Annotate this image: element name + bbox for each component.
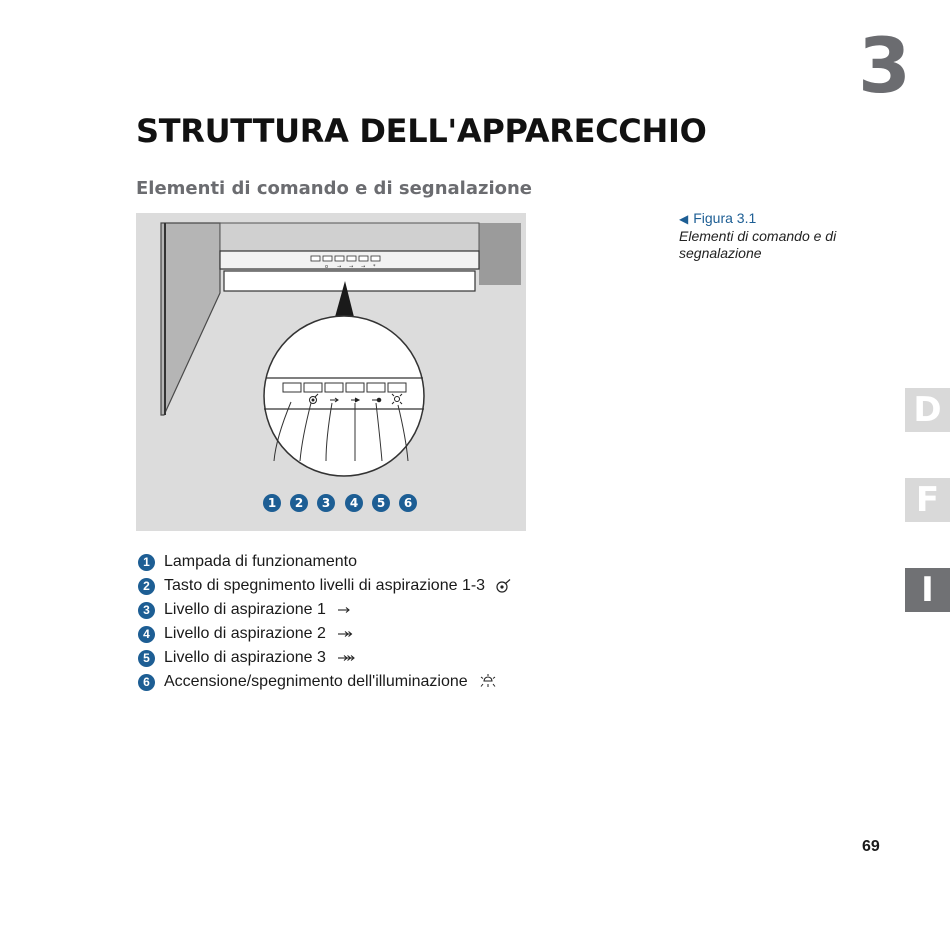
legend-number: 2 <box>138 578 155 595</box>
light-icon <box>478 673 498 691</box>
legend-text: Accensione/spegnimento dell'illuminazione <box>164 673 468 690</box>
legend-item <box>138 670 513 694</box>
svg-text:o: o <box>325 264 329 270</box>
legend-item <box>138 622 513 646</box>
control-panel-figure <box>136 213 526 531</box>
caption-ref-label: Figura 3.1 <box>693 210 757 226</box>
chapter-number: 3 <box>858 21 911 110</box>
svg-text:→: → <box>361 264 366 270</box>
caption-text: Elementi di comando e di segnalazione <box>679 228 837 261</box>
legend-number: 1 <box>138 554 155 571</box>
fan-off-icon <box>495 578 513 594</box>
hood-filter-bar <box>224 271 475 291</box>
language-tab-d[interactable]: D <box>905 388 950 432</box>
callout-label: 2 <box>294 496 304 510</box>
figure-caption <box>679 210 879 262</box>
legend-list <box>138 550 513 694</box>
legend-item <box>138 646 513 670</box>
legend-text: Livello di aspirazione 3 <box>164 649 326 666</box>
legend-number: 6 <box>138 674 155 691</box>
svg-text:*: * <box>373 264 376 270</box>
legend-item <box>138 550 513 574</box>
legend-text: Tasto di spegnimento livelli di aspirazione 1-3 <box>164 577 486 594</box>
page-number: 69 <box>862 838 880 855</box>
legend-item <box>138 598 513 622</box>
legend-number: 3 <box>138 602 155 619</box>
arrow-single-icon <box>336 605 352 615</box>
legend-text: Livello di aspirazione 2 <box>164 625 326 642</box>
callout-label: 4 <box>349 496 359 510</box>
hood-illustration <box>136 213 526 531</box>
legend-text: Livello di aspirazione 1 <box>164 601 326 618</box>
legend-number: 4 <box>138 626 155 643</box>
caption-triangle-icon: ◀ <box>679 212 689 226</box>
callout-label: 1 <box>267 496 277 510</box>
callout-label: 3 <box>321 496 331 510</box>
legend-item <box>138 574 513 598</box>
callout-label: 5 <box>376 496 386 510</box>
section-subtitle: Elementi di comando e di segnalazione <box>136 178 532 199</box>
svg-text:→: → <box>337 264 342 270</box>
language-tab-f[interactable]: F <box>905 478 950 522</box>
language-tab-i[interactable]: I <box>905 568 950 612</box>
arrow-double-icon <box>336 629 354 639</box>
svg-text:→: → <box>349 264 354 270</box>
page-title: STRUTTURA DELL'APPARECCHIO <box>136 112 707 150</box>
hood-right-block <box>479 223 521 285</box>
callout-label: 6 <box>403 496 413 510</box>
legend-text: Lampada di funzionamento <box>164 553 358 570</box>
arrow-triple-icon <box>336 653 356 663</box>
legend-number: 5 <box>138 650 155 667</box>
